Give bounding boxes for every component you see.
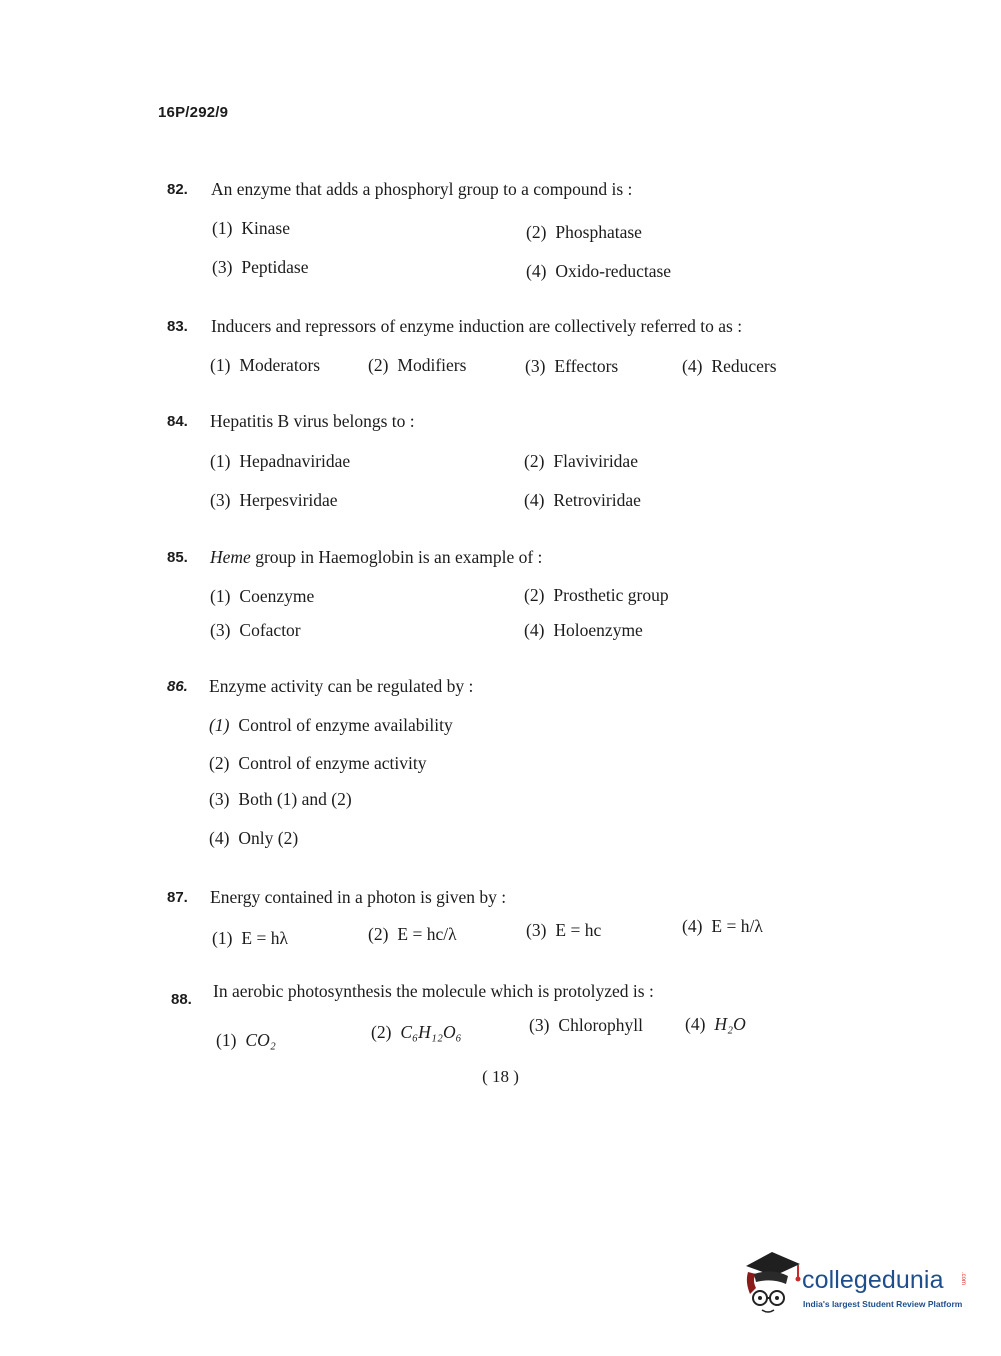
option-number: (4) (526, 261, 547, 281)
question-text: Energy contained in a photon is given by : (210, 887, 507, 907)
question-number: 86. (167, 678, 188, 695)
option (216, 1030, 276, 1051)
option-text: Phosphatase (555, 222, 642, 242)
option (682, 356, 777, 377)
option-number: (1) (212, 928, 233, 948)
option-number: (3) (210, 490, 231, 510)
option-text: Control of enzyme activity (238, 753, 427, 773)
collegedunia-watermark (742, 1248, 972, 1318)
option (524, 451, 638, 472)
question-text: In aerobic photosynthesis the molecule which is protolyzed is : (213, 981, 654, 1001)
option-number: (3) (212, 257, 233, 277)
brand-suffix: .com (960, 1272, 966, 1286)
question-number: 85. (167, 549, 188, 566)
option (212, 218, 290, 239)
option-number: (1) (212, 218, 233, 238)
option (209, 828, 298, 849)
option-text: Modifiers (397, 355, 467, 375)
option-text: Cofactor (239, 620, 301, 640)
option (524, 490, 641, 511)
option-number: (2) (368, 924, 389, 944)
question-text-rest: group in Haemoglobin is an example of : (250, 547, 543, 567)
option (524, 620, 643, 641)
option (209, 753, 426, 774)
option (526, 222, 642, 243)
option (529, 1015, 643, 1036)
option-text: Coenzyme (239, 586, 315, 606)
option-text: E = hc/λ (397, 924, 457, 944)
option-text: E = hλ (241, 928, 288, 948)
option-number: (3) (210, 620, 231, 640)
option-text: Flaviviridae (553, 451, 638, 471)
option-number: (2) (209, 753, 230, 773)
option (210, 586, 314, 607)
option-text: Chlorophyll (558, 1015, 643, 1035)
option-number: (4) (524, 620, 545, 640)
paper-code: 16P/292/9 (158, 104, 229, 121)
option-text: H₂O (714, 1014, 746, 1034)
option (212, 257, 308, 278)
option-text: Holoenzyme (553, 620, 643, 640)
option-number: (3) (529, 1015, 550, 1035)
page-number: ( 18 ) (482, 1067, 519, 1086)
brand-tagline: India's largest Student Review Platform (803, 1299, 963, 1309)
question-text: An enzyme that adds a phosphoryl group to a compound is : (211, 179, 633, 199)
question-number: 83. (167, 318, 188, 335)
option (524, 585, 669, 606)
question-text: Inducers and repressors of enzyme induction are collectively referred to as : (211, 316, 743, 336)
option-number: (1) (210, 451, 231, 471)
option (368, 355, 466, 376)
option-number: (4) (682, 356, 703, 376)
question-number: 88. (171, 991, 192, 1008)
option (526, 920, 601, 941)
option-number: (4) (209, 828, 230, 848)
question-text-italic: Heme (210, 547, 251, 567)
option-text: Control of enzyme availability (238, 715, 453, 735)
option-number: (1) (209, 715, 230, 735)
option-number: (2) (524, 451, 545, 471)
option-text: Peptidase (241, 257, 309, 277)
brand-name: collegedunia (802, 1266, 944, 1294)
option (685, 1014, 746, 1035)
question-text: Hepatitis B virus belongs to : (210, 411, 415, 431)
option-text: Oxido-reductase (555, 261, 672, 281)
option-number: (2) (524, 585, 545, 605)
option-number: (4) (524, 490, 545, 510)
option (212, 928, 288, 949)
mascot-icon (742, 1248, 802, 1318)
option (525, 356, 618, 377)
option-text: Reducers (711, 356, 777, 376)
option-text: Only (2) (238, 828, 299, 848)
option (210, 620, 301, 641)
option (682, 916, 763, 937)
option-number: (2) (368, 355, 389, 375)
option-number: (3) (525, 356, 546, 376)
question-number: 82. (167, 181, 188, 198)
option-text: Retroviridae (553, 490, 641, 510)
question-number: 84. (167, 413, 188, 430)
option-number: (4) (682, 916, 703, 936)
option-number: (4) (685, 1014, 706, 1034)
question-text: Enzyme activity can be regulated by : (209, 676, 474, 696)
option-text: E = h/λ (711, 916, 763, 936)
option-text: Hepadnaviridae (239, 451, 351, 471)
option-text: CO₂ (245, 1030, 276, 1050)
option (371, 1022, 462, 1043)
option-number: (1) (210, 586, 231, 606)
option-text: Effectors (554, 356, 619, 376)
option-text: C₆H₁₂O₆ (400, 1022, 462, 1042)
question-number: 87. (167, 889, 188, 906)
option-text: Kinase (241, 218, 291, 238)
option-text: Moderators (239, 355, 321, 375)
option-number: (3) (209, 789, 230, 809)
option-text: Both (1) and (2) (238, 789, 352, 809)
option-text: E = hc (555, 920, 602, 940)
option-number: (2) (526, 222, 547, 242)
option (210, 451, 350, 472)
option-text: Prosthetic group (553, 585, 669, 605)
option (526, 261, 671, 282)
option-text: Herpesviridae (239, 490, 338, 510)
option-number: (3) (526, 920, 547, 940)
option-number: (1) (216, 1030, 237, 1050)
option (209, 715, 453, 736)
option-number: (1) (210, 355, 231, 375)
option (209, 789, 352, 810)
option (368, 924, 457, 945)
option (210, 490, 338, 511)
option-number: (2) (371, 1022, 392, 1042)
option (210, 355, 320, 376)
question-text (210, 547, 542, 568)
